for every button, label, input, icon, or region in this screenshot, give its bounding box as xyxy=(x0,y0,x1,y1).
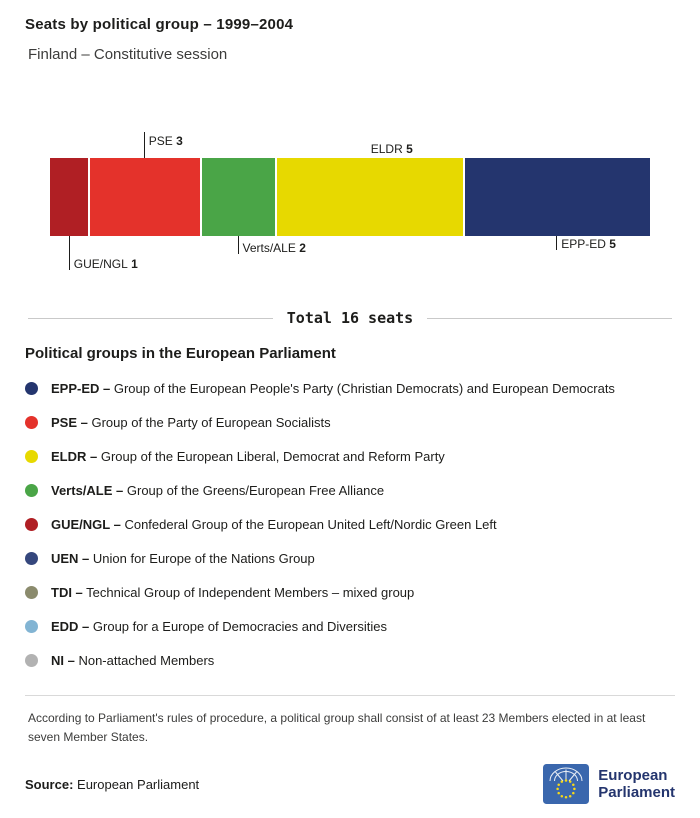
source-text: European Parliament xyxy=(77,776,200,792)
callout-line-gue-ngl xyxy=(69,236,70,270)
callout-label-pse: PSE 3 xyxy=(148,134,183,148)
legend-item-ni xyxy=(25,652,675,669)
legend-item-eldr xyxy=(25,448,675,465)
total-seats-label: Total 16 seats xyxy=(286,309,414,327)
source-line xyxy=(25,777,199,792)
legend-item-text: NI – Non-attached Members xyxy=(51,653,215,668)
legend-item-verts-ale xyxy=(25,482,675,499)
legend-color-dot-tdi xyxy=(25,586,38,599)
legend-list xyxy=(25,380,675,669)
stacked-bar xyxy=(50,158,650,236)
legend-heading: Political groups in the European Parliament xyxy=(25,345,336,362)
total-row xyxy=(28,309,672,327)
callout-line-epp-ed xyxy=(556,236,557,250)
legend-item-text: UEN – Union for Europe of the Nations Group xyxy=(51,551,315,566)
footnote-divider xyxy=(25,695,675,696)
ep-emblem-icon xyxy=(543,764,589,804)
bar-segment-pse xyxy=(88,158,201,236)
legend-item-text: EDD – Group for a Europe of Democracies and Diversities xyxy=(51,619,387,634)
legend xyxy=(25,345,675,669)
legend-color-dot-gue-ngl xyxy=(25,518,38,531)
legend-item-text: EPP-ED – Group of the European People's Party (Christian Democrats) and European Democrats xyxy=(51,381,615,396)
chart xyxy=(50,131,650,281)
european-parliament-logo xyxy=(543,764,675,804)
legend-color-dot-ni xyxy=(25,654,38,667)
callout-line-verts-ale xyxy=(238,236,239,254)
legend-item-tdi xyxy=(25,584,675,601)
legend-color-dot-uen xyxy=(25,552,38,565)
source-label: Source: xyxy=(25,776,74,792)
bar-segment-verts-ale xyxy=(200,158,275,236)
legend-item-text: GUE/NGL – Confederal Group of the European United Left/Nordic Green Left xyxy=(51,517,497,532)
callout-label-epp-ed: EPP-ED 5 xyxy=(561,237,616,251)
bar-segment-eldr xyxy=(275,158,463,236)
legend-color-dot-edd xyxy=(25,620,38,633)
logo-line2: Parliament xyxy=(598,784,675,801)
legend-item-epp-ed xyxy=(25,380,675,397)
bottom-row xyxy=(25,764,675,804)
legend-item-uen xyxy=(25,550,675,567)
page-subtitle: Finland – Constitutive session xyxy=(28,46,228,63)
legend-item-text: PSE – Group of the Party of European Socialists xyxy=(51,415,331,430)
logo-line1: European xyxy=(598,766,668,784)
legend-color-dot-epp-ed xyxy=(25,382,38,395)
total-rule-left xyxy=(28,318,273,319)
legend-item-text: TDI – Technical Group of Independent Members – mixed group xyxy=(51,585,415,600)
header xyxy=(0,0,700,63)
callout-line-pse xyxy=(144,132,145,158)
callout-label-gue-ngl: GUE/NGL 1 xyxy=(73,257,138,271)
callout-label-verts-ale: Verts/ALE 2 xyxy=(242,241,306,255)
page-title: Seats by political group – 1999–2004 xyxy=(25,16,294,33)
footnote: According to Parliament's rules of procedure, a political group shall consist of at least 23 Members elected in at least seven Member States. xyxy=(28,711,646,744)
legend-item-pse xyxy=(25,414,675,431)
bar-segment-epp-ed xyxy=(463,158,651,236)
bar-segment-gue-ngl xyxy=(50,158,88,236)
legend-color-dot-verts-ale xyxy=(25,484,38,497)
legend-color-dot-pse xyxy=(25,416,38,429)
legend-item-text: Verts/ALE – Group of the Greens/European Free Alliance xyxy=(51,483,385,498)
logo-wordmark xyxy=(598,767,675,802)
legend-color-dot-eldr xyxy=(25,450,38,463)
legend-item-gue-ngl xyxy=(25,516,675,533)
callout-label-eldr: ELDR 5 xyxy=(370,142,413,156)
total-rule-right xyxy=(427,318,672,319)
legend-item-text: ELDR – Group of the European Liberal, Democrat and Reform Party xyxy=(51,449,445,464)
legend-item-edd xyxy=(25,618,675,635)
